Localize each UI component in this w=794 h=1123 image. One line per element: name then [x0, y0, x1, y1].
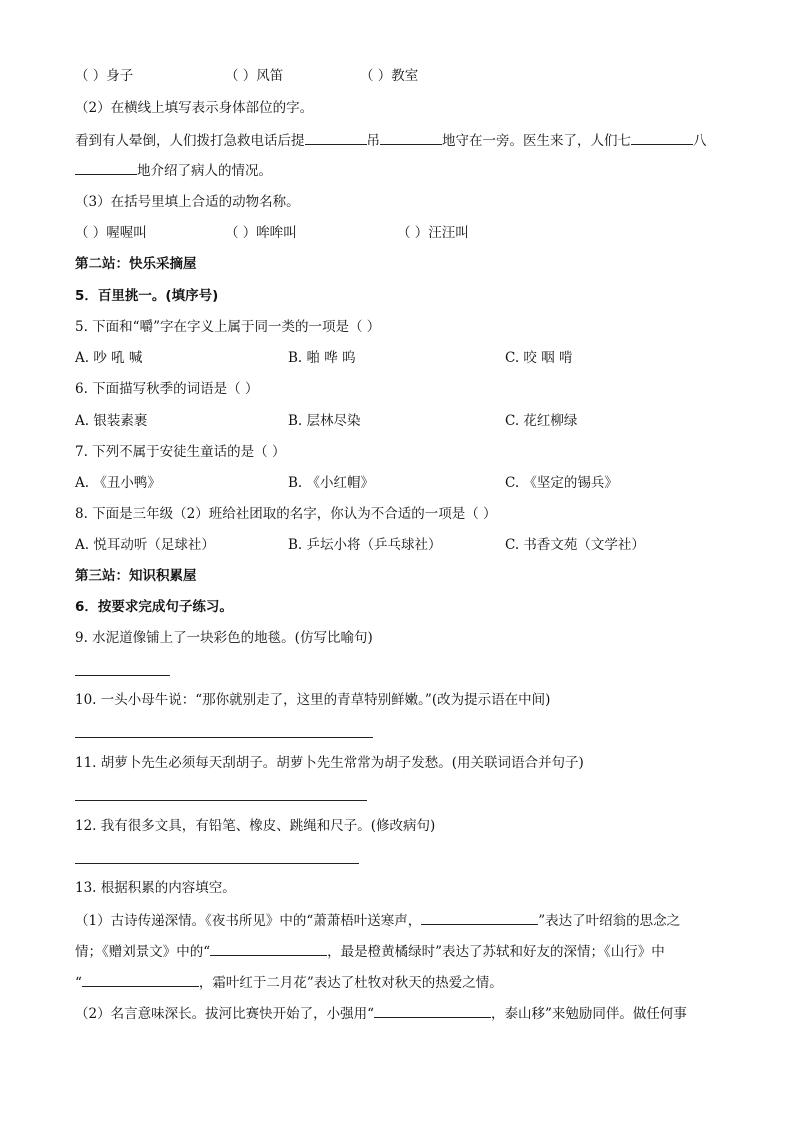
subquestion-title: （3）在括号里填上合适的动物名称。	[75, 194, 300, 210]
question-stem: 10. 一头小母牛说：“那你就别走了，这里的青草特别鲜嫩。”(改为提示语在中间)	[75, 692, 551, 708]
option-a[interactable]: A. 《丑小鸭》	[75, 475, 161, 491]
question-stem: 8. 下面是三年级（2）班给社团取的名字，你认为不合适的一项是（ ）	[75, 506, 497, 522]
answer-blank[interactable]	[421, 910, 538, 925]
sentence-text: ，霜叶红于二月花”表达了杜牧对秋天的热爱之情。	[198, 975, 503, 991]
sentence-text: ，最是橙黄橘绿时”表达了苏轼和好友的深情；《山行》中	[327, 944, 665, 960]
question-stem: 11. 胡萝卜先生必须每天刮胡子。胡萝卜先生常常为胡子发愁。(用关联词语合并句子)	[75, 755, 584, 771]
fill-sentence	[75, 910, 680, 931]
sentence-text: ”表达了叶绍翁的思念之	[538, 913, 681, 929]
question-stem: 6. 下面描写秋季的词语是（ ）	[75, 381, 259, 397]
fill-item: （ ）哞哞叫	[225, 225, 297, 241]
answer-blank[interactable]	[631, 130, 693, 145]
option-c[interactable]: C. 书香文苑（文学社）	[505, 537, 645, 553]
question-stem: 5. 下面和“嚼”字在字义上属于同一类的一项是（ ）	[75, 319, 381, 335]
sentence-text: （1）古诗传递深情。《夜书所见》中的“萧萧梧叶送寒声，	[75, 913, 422, 929]
question-stem: 13. 根据积累的内容填空。	[75, 880, 236, 896]
fill-sentence	[75, 130, 707, 151]
fill-item: （ ）身子	[75, 68, 134, 84]
sentence-text: 八	[693, 133, 707, 149]
fill-item: （ ）教室	[360, 68, 419, 84]
station-heading: 第三站：知识积累屋	[75, 568, 197, 584]
fill-sentence	[75, 1003, 687, 1024]
answer-blank[interactable]	[82, 972, 199, 987]
subquestion-title: （2）在横线上填写表示身体部位的字。	[75, 100, 314, 116]
question-stem: 12. 我有很多文具，有铅笔、橡皮、跳绳和尺子。(修改病句)	[75, 818, 436, 834]
answer-blank[interactable]	[305, 130, 367, 145]
answer-blank[interactable]	[210, 941, 327, 956]
option-c[interactable]: C. 咬 咽 啃	[505, 350, 573, 366]
fill-item: （ ）汪汪叫	[397, 225, 469, 241]
section-heading: 6．按要求完成句子练习。	[75, 599, 233, 615]
question-stem: 7. 下列不属于安徒生童话的是（ ）	[75, 444, 286, 460]
sentence-text: 地介绍了病人的情况。	[137, 163, 272, 179]
option-a[interactable]: A. 吵 吼 喊	[75, 350, 143, 366]
fill-item: （ ）喔喔叫	[75, 225, 147, 241]
option-b[interactable]: B. 啪 哗 呜	[288, 350, 356, 366]
option-c[interactable]: C. 《坚定的锡兵》	[505, 475, 618, 491]
sentence-text: ，泰山移”来勉励同伴。做任何事	[491, 1006, 687, 1022]
option-b[interactable]: B. 《小红帽》	[288, 475, 375, 491]
option-a[interactable]: A. 悦耳动听（足球社）	[75, 537, 215, 553]
sentence-text: 地守在一旁。医生来了，人们七	[442, 133, 631, 149]
answer-line[interactable]	[75, 800, 367, 801]
option-b[interactable]: B. 乒坛小将（乒乓球社）	[288, 537, 442, 553]
option-a[interactable]: A. 银装素裹	[75, 413, 148, 429]
answer-line[interactable]	[75, 863, 359, 864]
fill-sentence	[75, 972, 503, 993]
answer-blank[interactable]	[75, 160, 137, 175]
sentence-text: “	[75, 975, 82, 991]
sentence-text: 情；《赠刘景文》中的“	[75, 944, 211, 960]
answer-line[interactable]	[75, 737, 373, 738]
answer-blank[interactable]	[374, 1003, 491, 1018]
answer-line[interactable]	[75, 675, 170, 676]
sentence-text: 看到有人晕倒，人们拨打急救电话后提	[75, 133, 305, 149]
sentence-text: （2）名言意味深长。拔河比赛快开始了，小强用“	[75, 1006, 374, 1022]
fill-sentence-cont	[75, 160, 272, 181]
question-stem: 9. 水泥道像铺上了一块彩色的地毯。(仿写比喻句)	[75, 630, 373, 646]
option-b[interactable]: B. 层林尽染	[288, 413, 361, 429]
fill-item: （ ）风笛	[225, 68, 284, 84]
station-heading: 第二站：快乐采摘屋	[75, 256, 197, 272]
option-c[interactable]: C. 花红柳绿	[505, 413, 578, 429]
answer-blank[interactable]	[380, 130, 442, 145]
fill-sentence	[75, 941, 665, 962]
section-heading: 5．百里挑一。(填序号)	[75, 288, 219, 304]
sentence-text: 吊	[366, 133, 380, 149]
